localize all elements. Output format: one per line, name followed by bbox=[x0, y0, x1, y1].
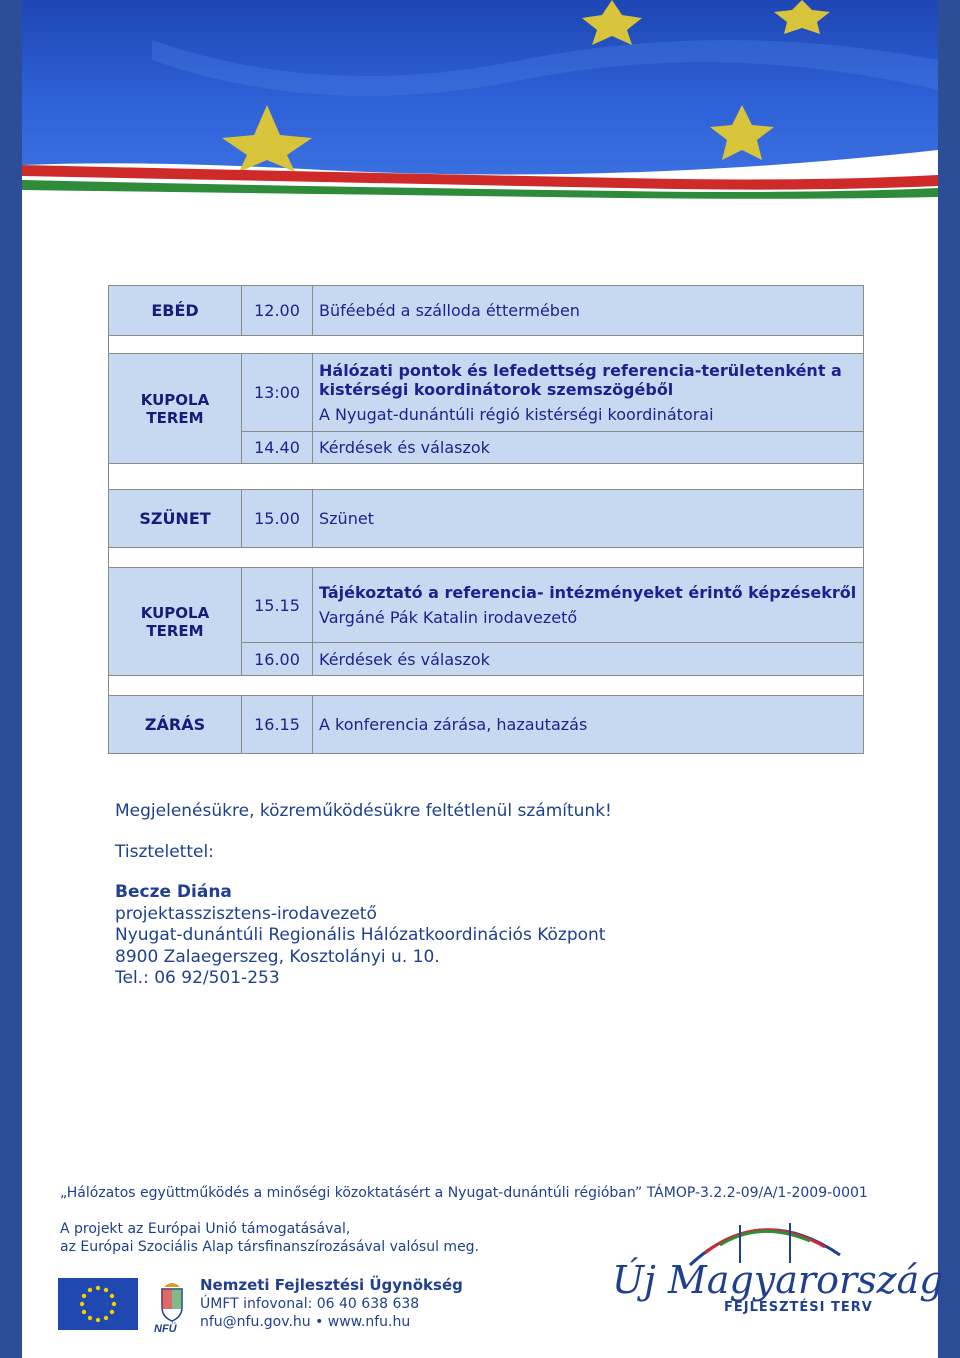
program-row-session1 bbox=[109, 354, 864, 432]
spacer-cell bbox=[109, 548, 864, 568]
row-time-session2: 15.15 bbox=[242, 568, 313, 643]
row-time-break: 15.00 bbox=[242, 490, 313, 548]
row-desc-session1-qa: Kérdések és válaszok bbox=[313, 432, 864, 464]
nfu-abbr: NFÜ bbox=[154, 1323, 177, 1333]
row-desc-closing: A konferencia zárása, hazautazás bbox=[313, 696, 864, 754]
spacer-cell bbox=[109, 336, 864, 354]
spacer-cell bbox=[109, 676, 864, 696]
invite-text: Megjelenésükre, közreműködésükre feltétlenül számítunk! bbox=[115, 801, 612, 821]
fejlesztesi-terv-text: FEJLESZTÉSI TERV bbox=[724, 1300, 873, 1315]
row-desc-break: Szünet bbox=[313, 490, 864, 548]
signer-address: 8900 Zalaegerszeg, Kosztolányi u. 10. bbox=[115, 946, 440, 967]
program-row-closing bbox=[109, 696, 864, 754]
nfu-name: Nemzeti Fejlesztési Ügynökség bbox=[200, 1276, 463, 1294]
row-desc-session2-qa: Kérdések és válaszok bbox=[313, 643, 864, 676]
row-time-session1: 13:00 bbox=[242, 354, 313, 432]
row-time-closing: 16.15 bbox=[242, 696, 313, 754]
hungarian-coat-of-arms-icon bbox=[152, 1275, 192, 1333]
nfu-contact bbox=[200, 1276, 463, 1330]
program-row-lunch bbox=[109, 286, 864, 336]
session2-speaker: Vargáné Pák Katalin irodavezető bbox=[319, 608, 578, 627]
row-time-session2-qa: 16.00 bbox=[242, 643, 313, 676]
eu-flag-icon bbox=[58, 1278, 138, 1330]
regards-text: Tisztelettel: bbox=[115, 842, 214, 862]
left-frame-border bbox=[0, 0, 22, 1358]
session1-title: Hálózati pontok és lefedettség referencia-területenként a kistérségi koordinátorok szemszögéből bbox=[319, 361, 842, 399]
program-table bbox=[108, 285, 864, 754]
spacer-row bbox=[109, 676, 864, 696]
row-time-session1-qa: 14.40 bbox=[242, 432, 313, 464]
signer-position: projektasszisztens-irodavezető bbox=[115, 903, 377, 924]
nfu-web: nfu@nfu.gov.hu • www.nfu.hu bbox=[200, 1314, 411, 1330]
eu-flag-banner bbox=[22, 0, 938, 200]
spacer-row bbox=[109, 336, 864, 354]
right-frame-border bbox=[938, 0, 960, 1358]
row-label-lunch: EBÉD bbox=[109, 286, 242, 336]
spacer-row bbox=[109, 548, 864, 568]
row-desc-lunch: Büféebéd a szálloda éttermében bbox=[313, 286, 864, 336]
row-label-break: SZÜNET bbox=[109, 490, 242, 548]
closing-text bbox=[115, 800, 612, 863]
nfu-phone: ÚMFT infovonal: 06 40 638 638 bbox=[200, 1296, 420, 1312]
signer-organization: Nyugat-dunántúli Regionális Hálózatkoordinációs Központ bbox=[115, 925, 606, 945]
project-line: „Hálózatos együttműködés a minőségi közoktatásért a Nyugat-dunántúli régióban” TÁMOP-3.2.2-09/A/1-2009-0001 bbox=[60, 1185, 868, 1201]
room-label-session2: KUPOLA TEREM bbox=[109, 568, 242, 676]
signer-name: Becze Diána bbox=[115, 882, 232, 902]
spacer-row bbox=[109, 464, 864, 490]
row-time-lunch: 12.00 bbox=[242, 286, 313, 336]
session2-content bbox=[313, 568, 864, 643]
signer-phone: Tel.: 06 92/501-253 bbox=[115, 968, 280, 988]
support-line-1: A projekt az Európai Unió támogatásával, bbox=[60, 1221, 351, 1237]
program-row-session2 bbox=[109, 568, 864, 643]
uj-magyarorszag-logo-text: Új Magyarország bbox=[612, 1258, 944, 1302]
program-row-break bbox=[109, 490, 864, 548]
support-line-2: az Európai Szociális Alap társfinanszírozásával valósul meg. bbox=[60, 1239, 480, 1255]
session1-speaker: A Nyugat-dunántúli régió kistérségi koordinátorai bbox=[319, 405, 714, 424]
signature-block bbox=[115, 882, 605, 990]
session2-title: Tájékoztató a referencia- intézményeket érintő képzésekről bbox=[319, 583, 857, 602]
session1-content bbox=[313, 354, 864, 432]
row-label-closing: ZÁRÁS bbox=[109, 696, 242, 754]
support-note bbox=[60, 1220, 479, 1256]
room-label-session1: KUPOLA TEREM bbox=[109, 354, 242, 464]
spacer-cell bbox=[109, 464, 864, 490]
